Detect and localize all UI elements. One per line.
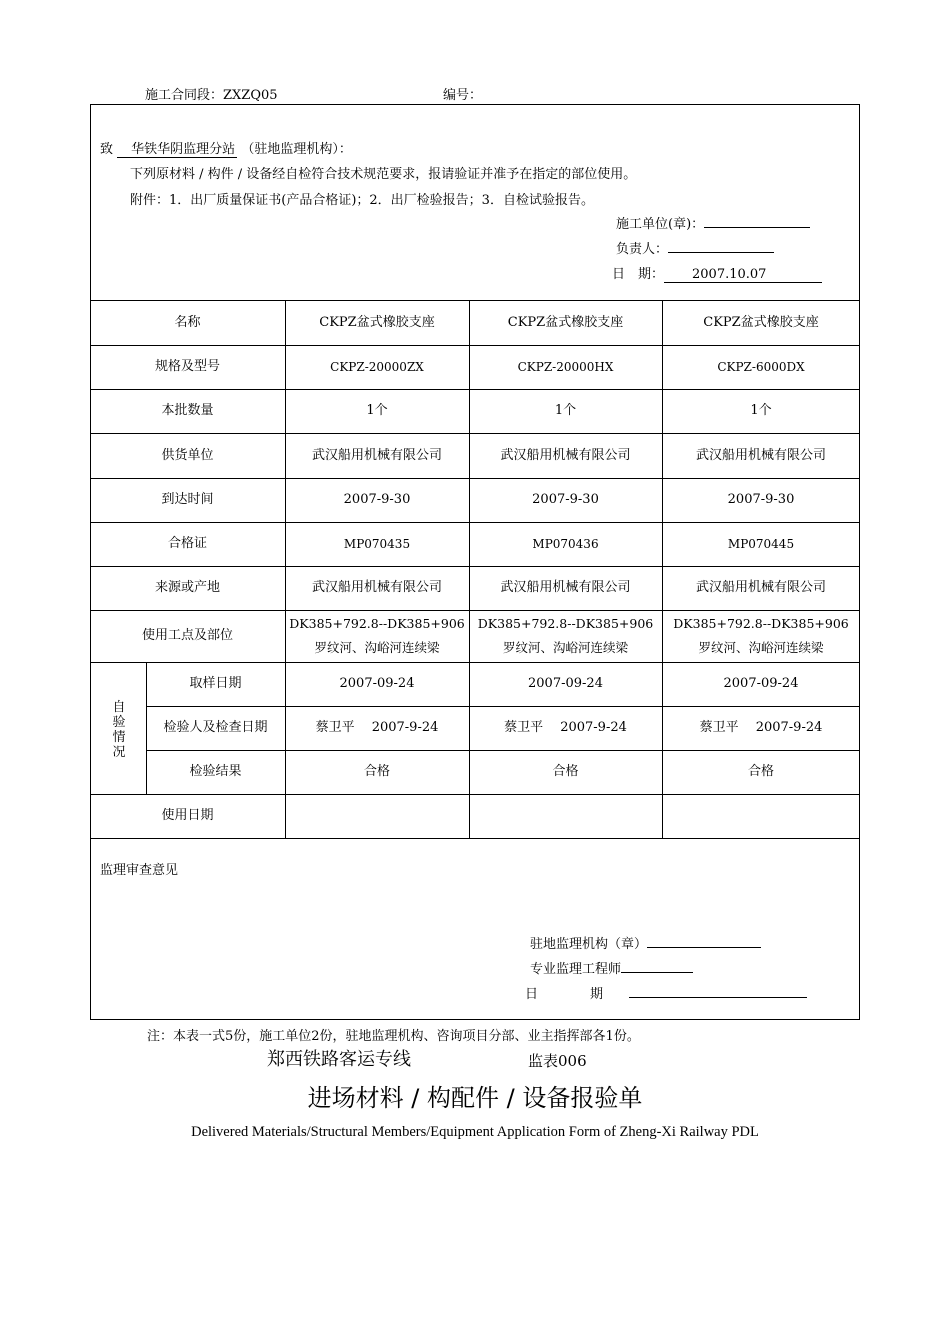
review-date-label: 日 期 bbox=[525, 987, 604, 1002]
table-cell: 合格 bbox=[747, 764, 774, 779]
table-cell: 2007-09-24 bbox=[528, 676, 603, 691]
table-cell: 2007-09-24 bbox=[723, 676, 799, 691]
table-cell: MP070436 bbox=[532, 537, 599, 551]
usage-location: 罗纹河、沟峪河连续梁 bbox=[698, 640, 824, 655]
attachments-line: 附件：1．出厂质量保证书(产品合格证)；2．出厂检验报告；3．自检试验报告。 bbox=[130, 193, 594, 208]
table-cell: 1个 bbox=[554, 403, 577, 418]
table-cell: 合格 bbox=[552, 764, 579, 779]
application-date-line bbox=[612, 263, 822, 283]
agency-seal-line bbox=[530, 933, 761, 952]
usage-stake-range: DK385+792.8--DK385+906 bbox=[477, 616, 654, 631]
table-cell: 2007-09-24 bbox=[339, 676, 415, 691]
usage-location: 罗纹河、沟峪河连续梁 bbox=[502, 640, 628, 655]
usage-location: 罗纹河、沟峪河连续梁 bbox=[314, 640, 440, 655]
engineer-label: 专业监理工程师 bbox=[530, 962, 622, 977]
responsible-person-line bbox=[616, 238, 774, 257]
railway-line-name: 郑西铁路客运专线 bbox=[267, 1049, 411, 1070]
table-cell: 武汉船用机械有限公司 bbox=[500, 447, 631, 463]
table-cell: MP070435 bbox=[343, 537, 411, 551]
letter-body: 下列原材料 / 构件 / 设备经自检符合技术规范要求，报请验证并准予在指定的部位使用。 bbox=[130, 167, 637, 182]
row-label-usage: 使用工点及部位 bbox=[141, 628, 233, 643]
engineer-blank bbox=[621, 958, 693, 973]
row-label-name: 名称 bbox=[174, 314, 201, 330]
table-cell: CKPZ-20000HX bbox=[517, 360, 614, 374]
application-date-value: 2007.10.07 bbox=[664, 267, 822, 283]
construction-unit-line bbox=[616, 213, 810, 232]
table-cell: 1个 bbox=[750, 403, 772, 418]
self-check-group-label: 自验情况 bbox=[112, 700, 126, 760]
row-label-quantity: 本批数量 bbox=[161, 403, 214, 418]
table-cell: 武汉船用机械有限公司 bbox=[311, 447, 442, 463]
table-cell: 2007-9-30 bbox=[343, 492, 411, 507]
table-cell: 武汉船用机械有限公司 bbox=[500, 580, 631, 595]
row-label-origin: 来源或产地 bbox=[154, 580, 220, 595]
table-cell: CKPZ盆式橡胶支座 bbox=[703, 314, 819, 330]
row-label-supplier: 供货单位 bbox=[161, 447, 214, 463]
table-cell: CKPZ-20000ZX bbox=[330, 360, 424, 374]
row-label-arrival: 到达时间 bbox=[161, 492, 214, 507]
grid-line bbox=[90, 838, 860, 839]
row-label-certificate: 合格证 bbox=[167, 536, 207, 551]
table-cell: CKPZ盆式橡胶支座 bbox=[507, 314, 624, 330]
table-cell: 武汉船用机械有限公司 bbox=[311, 580, 442, 595]
usage-stake-range: DK385+792.8--DK385+906 bbox=[673, 616, 849, 631]
table-cell: 蔡卫平 2007-9-24 bbox=[504, 720, 627, 735]
responsible-person-label: 负责人： bbox=[616, 242, 669, 257]
table-cell: 合格 bbox=[363, 764, 390, 779]
table-cell: CKPZ-6000DX bbox=[717, 360, 805, 374]
table-cell: 1个 bbox=[366, 403, 388, 418]
form-subtitle: Delivered Materials/Structural Members/Equipment Application Form of Zheng-Xi Railway PDL bbox=[191, 1124, 759, 1140]
usage-cell bbox=[469, 610, 662, 662]
row-label-use-date: 使用日期 bbox=[161, 808, 214, 823]
table-cell: CKPZ盆式橡胶支座 bbox=[319, 314, 435, 330]
construction-unit-blank bbox=[704, 213, 810, 228]
addressee-suffix: （驻地监理机构）： bbox=[241, 142, 352, 157]
contract-section-label: 施工合同段：ZXZQ05 bbox=[145, 88, 278, 103]
table-cell: 蔡卫平 2007-9-24 bbox=[315, 720, 439, 735]
addressee-name: 华铁华阴监理分站 bbox=[117, 138, 237, 158]
agency-seal-label: 驻地监理机构（章） bbox=[530, 937, 648, 952]
table-cell: 2007-9-30 bbox=[727, 492, 795, 507]
row-label-result: 检验结果 bbox=[189, 764, 242, 779]
form-number-label: 编号： bbox=[443, 88, 483, 103]
usage-cell bbox=[285, 610, 469, 662]
row-label-spec: 规格及型号 bbox=[154, 359, 220, 374]
form-title: 进场材料 / 构配件 / 设备报验单 bbox=[307, 1084, 643, 1112]
application-date-label: 日 期： bbox=[612, 267, 665, 282]
agency-seal-blank bbox=[647, 933, 761, 948]
addressee-line bbox=[100, 138, 352, 158]
addressee-prefix: 致 bbox=[100, 142, 114, 157]
form-code: 监表006 bbox=[528, 1052, 587, 1070]
engineer-line bbox=[530, 958, 693, 977]
table-cell: 武汉船用机械有限公司 bbox=[695, 447, 826, 463]
distribution-note: 注：本表一式5份，施工单位2份，驻地监理机构、咨询项目分部、业主指挥部各1份。 bbox=[147, 1029, 640, 1044]
usage-stake-range: DK385+792.8--DK385+906 bbox=[289, 616, 465, 631]
construction-unit-label: 施工单位(章)： bbox=[616, 217, 705, 232]
review-date-line bbox=[525, 983, 807, 1002]
usage-cell bbox=[662, 610, 860, 662]
table-cell: 2007-9-30 bbox=[532, 492, 599, 507]
table-cell: 蔡卫平 2007-9-24 bbox=[699, 720, 823, 735]
responsible-person-blank bbox=[668, 238, 774, 253]
review-title: 监理审查意见 bbox=[100, 863, 179, 878]
review-date-blank bbox=[629, 983, 807, 998]
table-cell: MP070445 bbox=[727, 537, 795, 551]
table-cell: 武汉船用机械有限公司 bbox=[695, 580, 826, 595]
row-label-inspector: 检验人及检查日期 bbox=[163, 720, 268, 735]
row-label-sample-date: 取样日期 bbox=[189, 676, 242, 691]
